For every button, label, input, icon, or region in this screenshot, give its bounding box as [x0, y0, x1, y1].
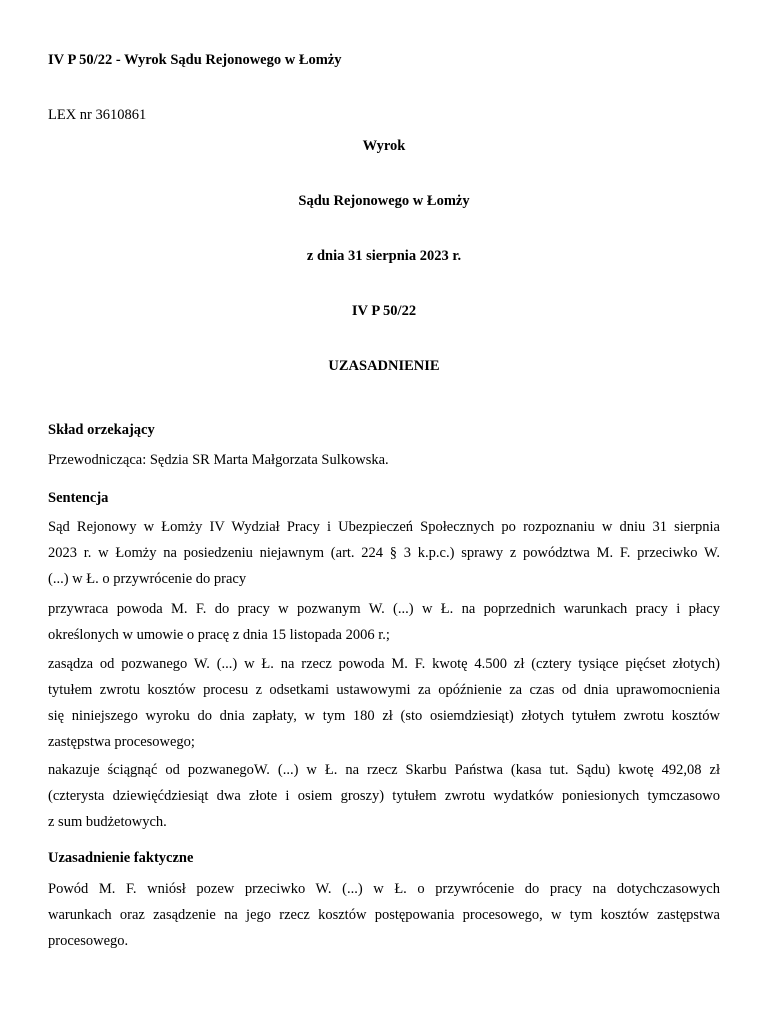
section-title-sklad: Skład orzekający [48, 422, 155, 438]
paragraph-line: procesowego. [48, 933, 129, 949]
document-title: IV P 50/22 - Wyrok Sądu Rejonowego w Łomży [48, 52, 342, 68]
section-title-sentencja: Sentencja [48, 490, 109, 506]
sentencja-paragraph-3 [48, 651, 720, 755]
section-title-uzasadnienie-faktyczne: Uzasadnienie faktyczne [48, 850, 194, 866]
paragraph-line: zasądza od pozwanego W. (...) w Ł. na rzecz powoda M. F. kwotę 4.500 zł (cztery tysiące pięćset złotych) [48, 656, 720, 672]
paragraph-line: Powód M. F. wniósł pozew przeciwko W. (...) w Ł. o przywrócenie do pracy na dotychczasowych [48, 881, 720, 897]
paragraph-line: z sum budżetowych. [48, 814, 167, 830]
heading-wyrok: Wyrok [362, 138, 406, 154]
paragraph-line: zastępstwa procesowego; [48, 734, 195, 750]
paragraph-line: się niniejszego wyroku do dnia zapłaty, w tym 180 zł (sto osiemdziesiąt) złotych tytułem zwrotu kosztów [48, 708, 720, 724]
sentencja-paragraph-4 [48, 757, 720, 835]
heading-court: Sądu Rejonowego w Łomży [298, 193, 470, 209]
paragraph-line: (czterysta dziewięćdziesiąt dwa złote i osiem groszy) tytułem zwrotu wydatków poniesionych tymczasowo [48, 788, 720, 804]
heading-date: z dnia 31 sierpnia 2023 r. [306, 248, 462, 264]
heading-case-number: IV P 50/22 [351, 303, 417, 319]
paragraph-line: warunkach oraz zasądzenie na jego rzecz kosztów postępowania procesowego, w tym kosztów zastępstwa [48, 907, 720, 923]
sentencja-paragraph-2 [48, 596, 720, 648]
paragraph-line: (...) w Ł. o przywrócenie do pracy [48, 571, 247, 587]
paragraph-line: określonych w umowie o pracę z dnia 15 listopada 2006 r.; [48, 627, 390, 643]
sklad-text: Przewodnicząca: Sędzia SR Marta Małgorzata Sulkowska. [48, 452, 389, 468]
paragraph-line: Sąd Rejonowy w Łomży IV Wydział Pracy i Ubezpieczeń Społecznych po rozpoznaniu w dniu 31 sierpnia [48, 519, 720, 535]
lex-number: LEX nr 3610861 [48, 107, 147, 123]
heading-uzasadnienie: UZASADNIENIE [328, 358, 440, 374]
paragraph-line: 2023 r. w Łomży na posiedzeniu niejawnym (art. 224 § 3 k.p.c.) sprawy z powództwa M. F. przeciwko W. [48, 545, 720, 561]
paragraph-line: przywraca powoda M. F. do pracy w pozwanym W. (...) w Ł. na poprzednich warunkach pracy i płacy [48, 601, 720, 617]
sentencja-paragraph-1 [48, 514, 720, 592]
paragraph-line: tytułem zwrotu kosztów procesu z odsetkami ustawowymi za opóźnienie za czas od dnia uprawomocnienia [48, 682, 720, 698]
paragraph-line: nakazuje ściągnąć od pozwanegoW. (...) w Ł. na rzecz Skarbu Państwa (kasa tut. Sądu) kwotę 492,08 zł [48, 762, 720, 778]
uzasadnienie-paragraph-1 [48, 876, 720, 954]
